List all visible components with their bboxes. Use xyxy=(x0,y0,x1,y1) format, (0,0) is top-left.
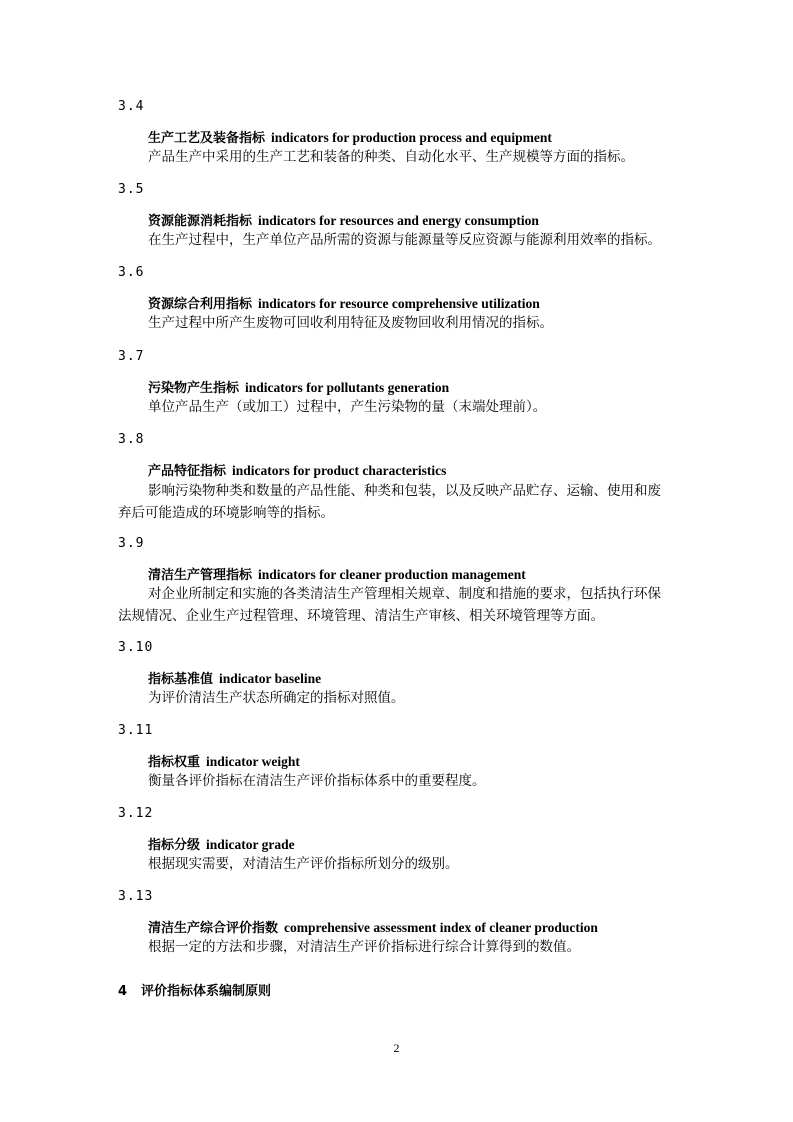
term-heading xyxy=(148,753,300,771)
section-heading xyxy=(118,983,271,1000)
term-cn: 资源综合利用指标 xyxy=(148,297,253,312)
term-cn: 指标基准值 xyxy=(148,672,214,687)
clause-number: 3.4 xyxy=(118,99,145,114)
term-heading xyxy=(148,129,552,147)
term-cn: 指标权重 xyxy=(148,755,201,770)
definition-line: 对企业所制定和实施的各类清洁生产管理相关规章、制度和措施的要求，包括执行环保 xyxy=(148,586,661,602)
term-en: indicators for resources and energy consumption xyxy=(258,213,539,228)
definition-line: 产品生产中采用的生产工艺和装备的种类、自动化水平、生产规模等方面的指标。 xyxy=(148,149,634,165)
definition-line: 法规情况、企业生产过程管理、环境管理、清洁生产审核、相关环境管理等方面。 xyxy=(118,608,604,624)
term-cn: 指标分级 xyxy=(148,838,201,853)
clause-number: 3.9 xyxy=(118,536,145,551)
term-cn: 产品特征指标 xyxy=(148,464,227,479)
term-en: indicators for product characteristics xyxy=(232,463,447,478)
term-heading xyxy=(148,919,598,937)
clause-number: 3.11 xyxy=(118,723,154,738)
term-heading xyxy=(148,462,446,480)
term-cn: 污染物产生指标 xyxy=(148,381,240,396)
term-heading xyxy=(148,379,449,397)
term-cn: 资源能源消耗指标 xyxy=(148,214,253,229)
clause-number: 3.5 xyxy=(118,182,145,197)
definition-line: 根据现实需要，对清洁生产评价指标所划分的级别。 xyxy=(148,856,459,872)
definition-line: 生产过程中所产生废物可回收利用特征及废物回收利用情况的指标。 xyxy=(148,315,553,331)
page-number: 2 xyxy=(393,1041,400,1055)
clause-number: 3.6 xyxy=(118,265,145,280)
term-cn: 生产工艺及装备指标 xyxy=(148,131,266,146)
term-heading xyxy=(148,670,321,688)
definition-line: 为评价清洁生产状态所确定的指标对照值。 xyxy=(148,690,405,706)
term-en: indicator weight xyxy=(206,754,300,769)
term-en: indicators for cleaner production management xyxy=(258,567,526,582)
term-heading xyxy=(148,566,526,584)
definition-line: 影响污染物种类和数量的产品性能、种类和包装，以及反映产品贮存、运输、使用和废 xyxy=(148,483,661,499)
clause-number: 3.7 xyxy=(118,349,145,364)
clause-number: 3.13 xyxy=(118,889,154,904)
clause-number: 3.10 xyxy=(118,640,154,655)
term-en: comprehensive assessment index of cleaner production xyxy=(284,920,598,935)
term-heading xyxy=(148,212,539,230)
term-en: indicator grade xyxy=(206,837,295,852)
term-en: indicators for production process and equipment xyxy=(271,130,552,145)
term-en: indicators for resource comprehensive utilization xyxy=(258,296,540,311)
term-cn: 清洁生产综合评价指数 xyxy=(148,921,279,936)
term-heading xyxy=(148,836,295,854)
definition-line: 根据一定的方法和步骤，对清洁生产评价指标进行综合计算得到的数值。 xyxy=(148,939,580,955)
section-number: 4 xyxy=(118,984,128,999)
term-en: indicator baseline xyxy=(219,671,322,686)
term-cn: 清洁生产管理指标 xyxy=(148,568,253,583)
definition-line: 单位产品生产（或加工）过程中，产生污染物的量（末端处理前）。 xyxy=(148,399,547,415)
clause-number: 3.12 xyxy=(118,806,154,821)
section-title: 评价指标体系编制原则 xyxy=(141,984,272,999)
term-en: indicators for pollutants generation xyxy=(245,380,450,395)
clause-number: 3.8 xyxy=(118,432,145,447)
definition-line: 衡量各评价指标在清洁生产评价指标体系中的重要程度。 xyxy=(148,773,486,789)
definition-line: 弃后可能造成的环境影响等的指标。 xyxy=(118,505,334,521)
definition-line: 在生产过程中，生产单位产品所需的资源与能源量等反应资源与能源利用效率的指标。 xyxy=(148,232,661,248)
term-heading xyxy=(148,295,540,313)
